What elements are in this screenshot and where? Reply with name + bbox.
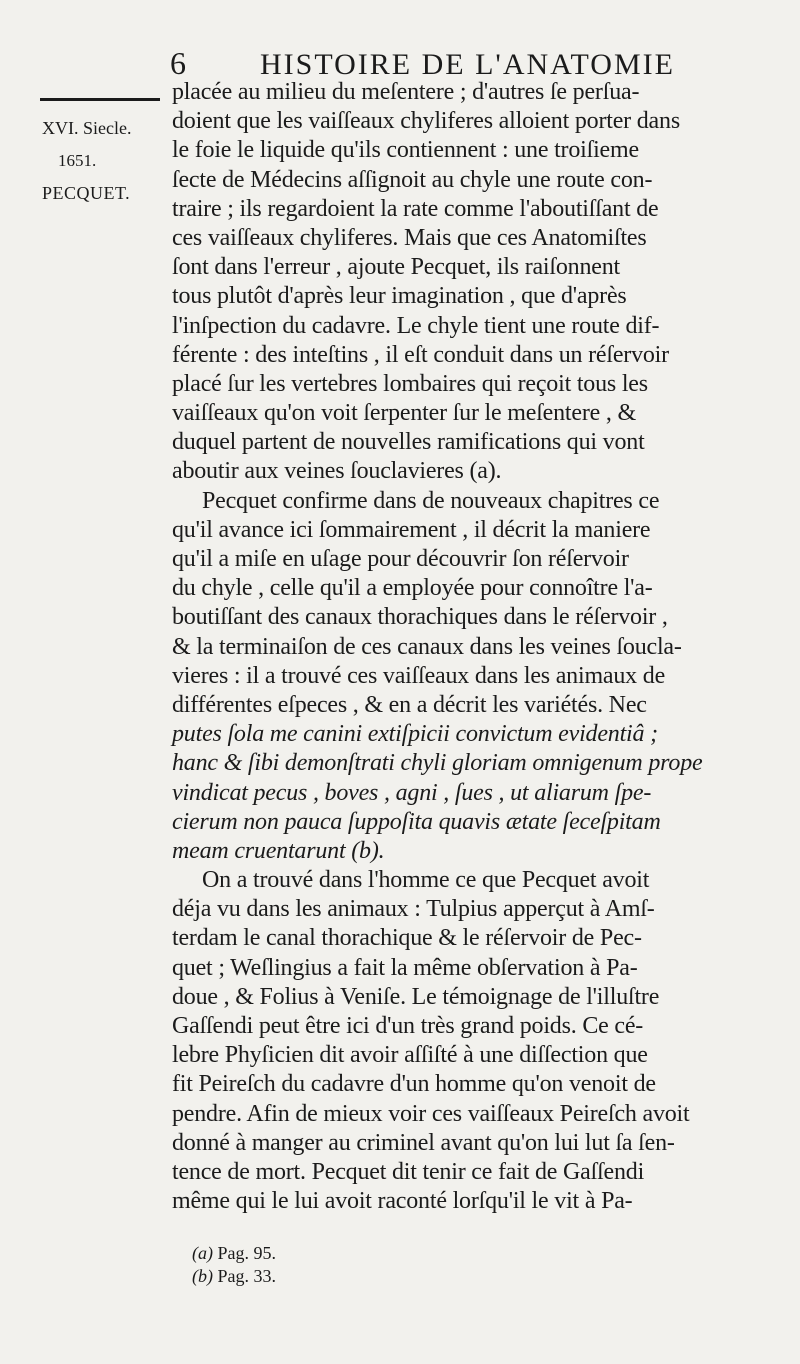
text-line: meam cruentarunt (b). [172, 837, 385, 864]
margin-note-author: PECQUET. [42, 183, 131, 203]
text-line: aboutir aux veines ſouclavieres (a). [172, 458, 502, 485]
text-line: Pecquet confirme dans de nouveaux chapitres ce [202, 487, 660, 514]
text-line: férente : des inteſtins , il eſt conduit dans un réſervoir [172, 341, 669, 368]
text-line: & la terminaiſon de ces canaux dans les veines ſoucla- [172, 633, 682, 660]
footnote-letter: (a) [192, 1243, 213, 1263]
text-line: déja vu dans les animaux : Tulpius apperçut à Amſ- [172, 896, 655, 923]
text-line: terdam le canal thorachique & le réſervoir de Pec- [172, 925, 642, 952]
running-title: HISTOIRE DE L'ANATOMIE [260, 48, 675, 81]
text-line: ces vaiſſeaux chyliferes. Mais que ces Anatomiſtes [172, 224, 647, 251]
footnote-letter: (b) [192, 1266, 213, 1286]
text-line: le foie le liquide qu'ils contiennent : une troiſieme [172, 137, 639, 164]
page-number: 6 [170, 45, 186, 81]
text-line: placée au milieu du meſentere ; d'autres ſe perſua- [172, 79, 640, 105]
text-line: Gaſſendi peut être ici d'un très grand poids. Ce cé- [172, 1013, 644, 1039]
text-line: doue , & Folius à Veniſe. Le témoignage de l'illuſtre [172, 983, 660, 1010]
page-header [170, 42, 770, 82]
margin-rule [40, 98, 160, 101]
text-line: boutiſſant des canaux thorachiques dans le réſervoir , [172, 604, 668, 631]
margin-note-century: XVI. Siecle. [42, 118, 132, 138]
text-line: traire ; ils regardoient la rate comme l'aboutiſſant de [172, 195, 659, 222]
text-line: quet ; Weſlingius a fait la même obſervation à Pa- [172, 954, 638, 981]
text-line: placé ſur les vertebres lombaires qui reçoit tous les [172, 370, 648, 397]
text-line: hanc & ſibi demonſtrati chyli gloriam omnigenum prope [172, 750, 703, 777]
text-line: fit Peireſch du cadavre d'un homme qu'on venoit de [172, 1071, 656, 1098]
text-line: tence de mort. Pecquet dit tenir ce fait de Gaſſendi [172, 1158, 645, 1185]
text-line: duquel partent de nouvelles ramifications qui vont [172, 429, 645, 456]
footnote [192, 1265, 492, 1288]
body-text [172, 78, 767, 1216]
text-line: tous plutôt d'après leur imagination , que d'après [172, 283, 627, 310]
footnote-text: Pag. 33. [217, 1266, 276, 1286]
margin-note-year: 1651. [58, 151, 97, 170]
text-line: donné à manger au criminel avant qu'on lui lut ſa ſen- [172, 1129, 675, 1156]
text-line: vaiſſeaux qu'on voit ſerpenter ſur le meſentere , & [172, 400, 636, 427]
text-line: du chyle , celle qu'il a employée pour connoître l'a- [172, 575, 653, 602]
text-line: même qui le lui avoit raconté lorſqu'il le vit à Pa- [172, 1188, 633, 1215]
text-line: vieres : il a trouvé ces vaiſſeaux dans les animaux de [172, 662, 666, 689]
text-line: pendre. Afin de mieux voir ces vaiſſeaux Peireſch avoit [172, 1100, 690, 1127]
footnote-text: Pag. 95. [217, 1243, 276, 1263]
text-line: qu'il a miſe en uſage pour découvrir ſon réſervoir [172, 546, 629, 572]
text-line: ſecte de Médecins aſſignoit au chyle une route con- [172, 166, 653, 193]
text-line: qu'il avance ici ſommairement , il décrit la maniere [172, 516, 651, 543]
text-line: doient que les vaiſſeaux chyliferes alloient porter dans [172, 108, 680, 135]
text-line: lebre Phyſicien dit avoir aſſiſté à une diſſection que [172, 1042, 648, 1069]
text-line: différentes eſpeces , & en a décrit les variétés. Nec [172, 691, 647, 718]
text-line: cierum non pauca ſuppoſita quavis ætate ſeceſpitam [172, 808, 661, 835]
text-line: vindicat pecus , boves , agni , ſues , ut aliarum ſpe- [172, 779, 652, 806]
footnotes [192, 1242, 492, 1288]
footnote [192, 1242, 492, 1265]
text-line: l'inſpection du cadavre. Le chyle tient une route dif- [172, 312, 660, 339]
text-line: On a trouvé dans l'homme ce que Pecquet avoit [202, 867, 650, 894]
text-line: ſont dans l'erreur , ajoute Pecquet, ils raiſonnent [172, 254, 620, 281]
text-line: putes ſola me canini extiſpicii convictum evidentiâ ; [172, 721, 658, 748]
